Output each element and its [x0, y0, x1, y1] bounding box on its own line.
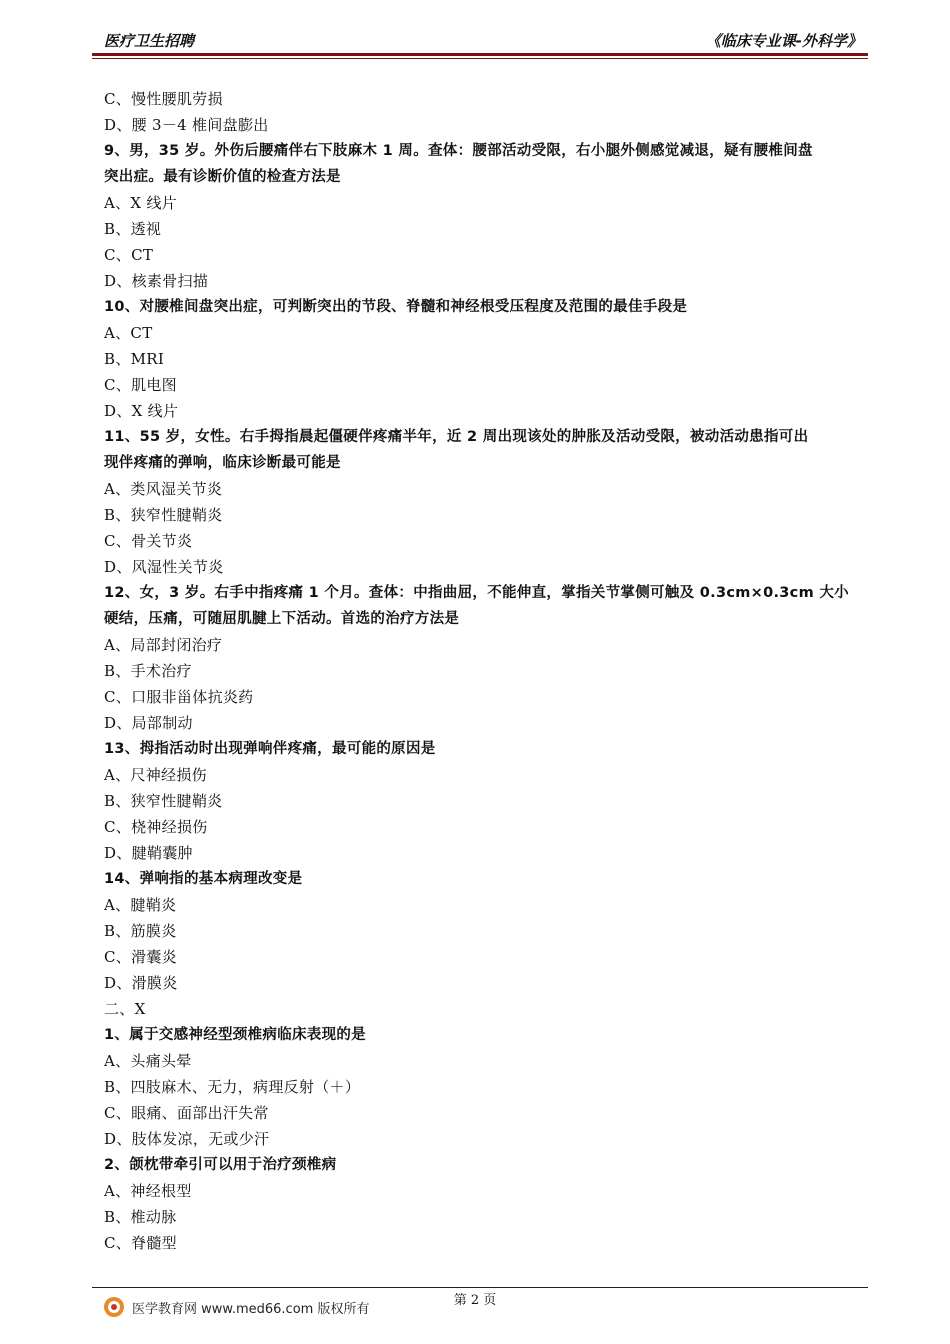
answer-option: A、CT: [104, 324, 153, 342]
header-right-title: 《临床专业课-外科学》: [705, 32, 862, 50]
answer-option: D、肢体发凉，无或少汗: [104, 1130, 270, 1148]
header-rule-thin: [92, 58, 868, 59]
answer-option: B、MRI: [104, 350, 165, 368]
answer-option: C、脊髓型: [104, 1234, 177, 1252]
answer-option: D、腰 3－4 椎间盘膨出: [104, 116, 269, 134]
answer-option: C、口服非甾体抗炎药: [104, 688, 254, 706]
answer-option: B、透视: [104, 220, 162, 238]
answer-option: C、慢性腰肌劳损: [104, 90, 223, 108]
question-text: 10、对腰椎间盘突出症，可判断突出的节段、脊髓和神经根受压程度及范围的最佳手段是: [104, 299, 688, 315]
answer-option: A、尺神经损伤: [104, 766, 207, 784]
answer-option: C、骨关节炎: [104, 532, 193, 550]
question-text: 1、属于交感神经型颈椎病临床表现的是: [104, 1027, 366, 1043]
document-body: [104, 86, 864, 1256]
question-text: 9、男，35 岁。外伤后腰痛伴右下肢麻木 1 周。查体：腰部活动受限，右小腿外侧感觉减退，疑有腰椎间盘: [104, 143, 813, 159]
question-text: 11、55 岁，女性。右手拇指晨起僵硬伴疼痛半年，近 2 周出现该处的肿胀及活动受限，被动活动患指可出: [104, 429, 809, 445]
answer-option: D、核素骨扫描: [104, 272, 209, 290]
header-rule-thick: [92, 53, 868, 56]
page-number: 第 2 页: [453, 1293, 497, 1308]
answer-option: B、狭窄性腱鞘炎: [104, 506, 223, 524]
answer-option: C、CT: [104, 246, 154, 264]
question-text: 13、拇指活动时出现弹响伴疼痛，最可能的原因是: [104, 741, 436, 757]
answer-option: D、腱鞘囊肿: [104, 844, 193, 862]
brand-logo-icon: [104, 1297, 124, 1317]
answer-option: B、四肢麻木、无力，病理反射（＋）: [104, 1078, 361, 1096]
page-header: [92, 26, 868, 54]
answer-option: B、椎动脉: [104, 1208, 177, 1226]
answer-option: C、肌电图: [104, 376, 177, 394]
answer-option: B、筋膜炎: [104, 922, 177, 940]
answer-option: A、局部封闭治疗: [104, 636, 223, 654]
answer-option: C、眼痛、面部出汗失常: [104, 1104, 269, 1122]
header-left-title: 医疗卫生招聘: [104, 32, 195, 50]
answer-option: A、神经根型: [104, 1182, 192, 1200]
question-text: 14、弹响指的基本病理改变是: [104, 871, 303, 887]
footer-rule: [92, 1287, 868, 1288]
answer-option: A、X 线片: [104, 194, 178, 212]
answer-option: D、滑膜炎: [104, 974, 178, 992]
answer-option: B、手术治疗: [104, 662, 192, 680]
answer-option: D、X 线片: [104, 402, 179, 420]
answer-option: A、头痛头晕: [104, 1052, 192, 1070]
answer-option: D、局部制动: [104, 714, 193, 732]
question-text: 12、女，3 岁。右手中指疼痛 1 个月。查体：中指曲屈，不能伸直，掌指关节掌侧可触及 0.3cm×0.3cm 大小: [104, 585, 849, 601]
answer-option: A、腱鞘炎: [104, 896, 177, 914]
question-text: 硬结，压痛，可随屈肌腱上下活动。首选的治疗方法是: [104, 611, 460, 627]
question-text: 2、颌枕带牵引可以用于治疗颈椎病: [104, 1157, 337, 1173]
answer-option: C、滑囊炎: [104, 948, 177, 966]
footer-brand: [104, 1296, 369, 1318]
answer-option: 二、X: [104, 1000, 146, 1018]
question-text: 现伴疼痛的弹响，临床诊断最可能是: [104, 455, 341, 471]
answer-option: B、狭窄性腱鞘炎: [104, 792, 223, 810]
answer-option: D、风湿性关节炎: [104, 558, 224, 576]
question-text: 突出症。最有诊断价值的检查方法是: [104, 169, 341, 185]
answer-option: A、类风湿关节炎: [104, 480, 223, 498]
footer-brand-text: 医学教育网 www.med66.com 版权所有: [132, 1301, 370, 1317]
answer-option: C、桡神经损伤: [104, 818, 208, 836]
